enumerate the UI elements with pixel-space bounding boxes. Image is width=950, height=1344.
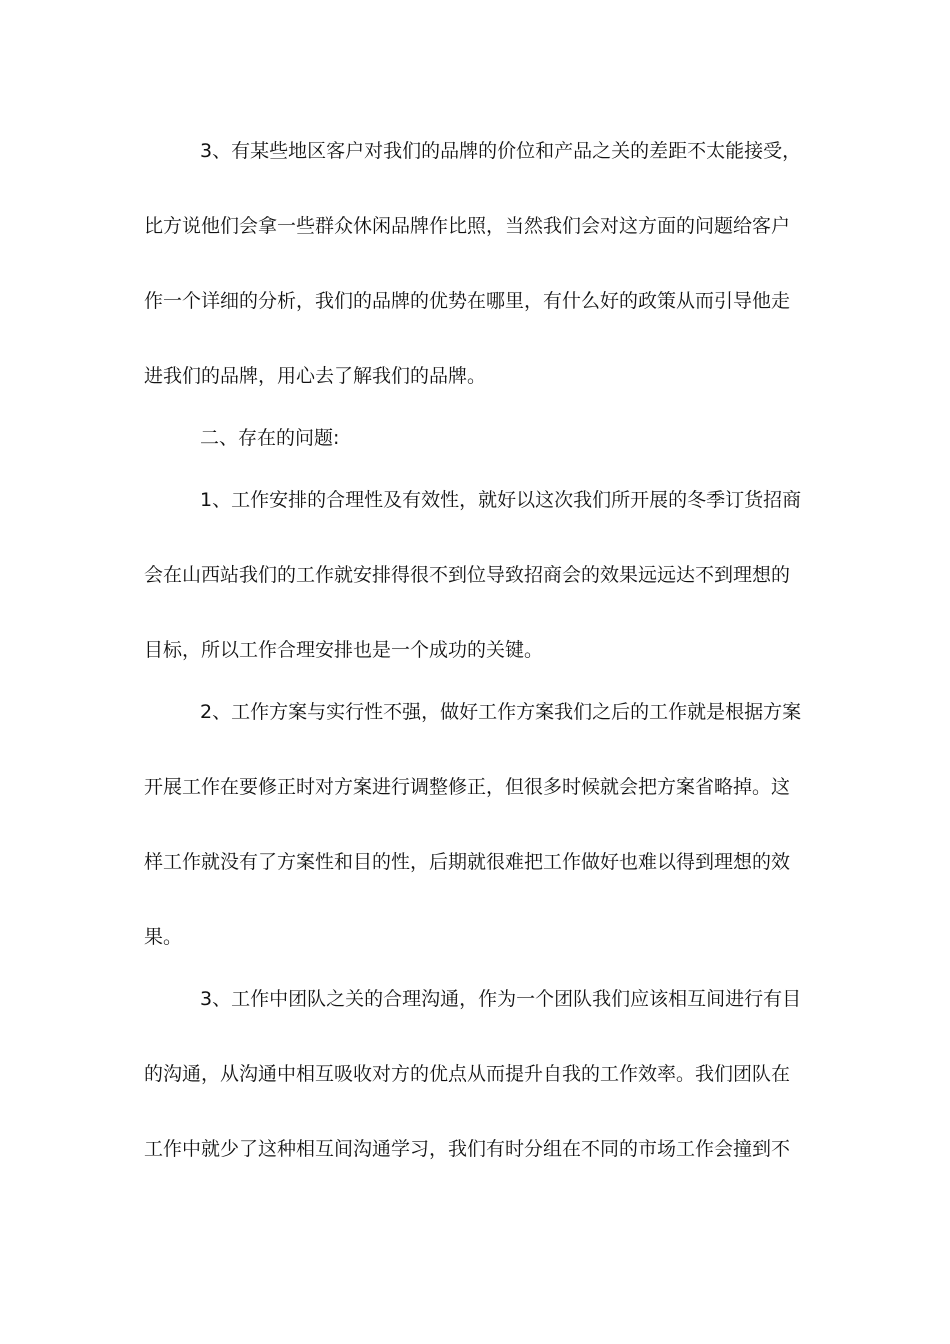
problem-2-line-1: 2、工作方案与实行性不强，做好工作方案我们之后的工作就是根据方案 [200,701,802,723]
problem-3-line-2: 的沟通，从沟通中相互吸收对方的优点从而提升自我的工作效率。我们团队在 [144,1063,791,1085]
problem-2-line-2: 开展工作在要修正时对方案进行调整修正，但很多时候就会把方案省略掉。这 [144,776,791,798]
problem-2-line-3: 样工作就没有了方案性和目的性，后期就很难把工作做好也难以得到理想的效 [144,851,791,873]
problem-2-line-4: 果。 [144,926,183,948]
problem-3-line-1: 3、工作中团队之关的合理沟通，作为一个团队我们应该相互间进行有目 [200,988,802,1010]
problem-1-line-3: 目标，所以工作合理安排也是一个成功的关键。 [144,639,544,661]
paragraph-3-line-2: 比方说他们会拿一些群众休闲品牌作比照，当然我们会对这方面的问题给客户 [144,215,791,237]
problem-1-line-2: 会在山西站我们的工作就安排得很不到位导致招商会的效果远远达不到理想的 [144,564,791,586]
section-heading-problems: 二、存在的问题: [200,427,340,449]
paragraph-3-line-3: 作一个详细的分析，我们的品牌的优势在哪里，有什么好的政策从而引导他走 [144,290,791,312]
problem-1-line-1: 1、工作安排的合理性及有效性，就好以这次我们所开展的冬季订货招商 [200,489,802,511]
paragraph-3-line-1: 3、有某些地区客户对我们的品牌的价位和产品之关的差距不太能接受， [200,140,802,162]
problem-3-line-3: 工作中就少了这种相互间沟通学习，我们有时分组在不同的市场工作会撞到不 [144,1138,791,1160]
paragraph-3-line-4: 进我们的品牌，用心去了解我们的品牌。 [144,365,487,387]
